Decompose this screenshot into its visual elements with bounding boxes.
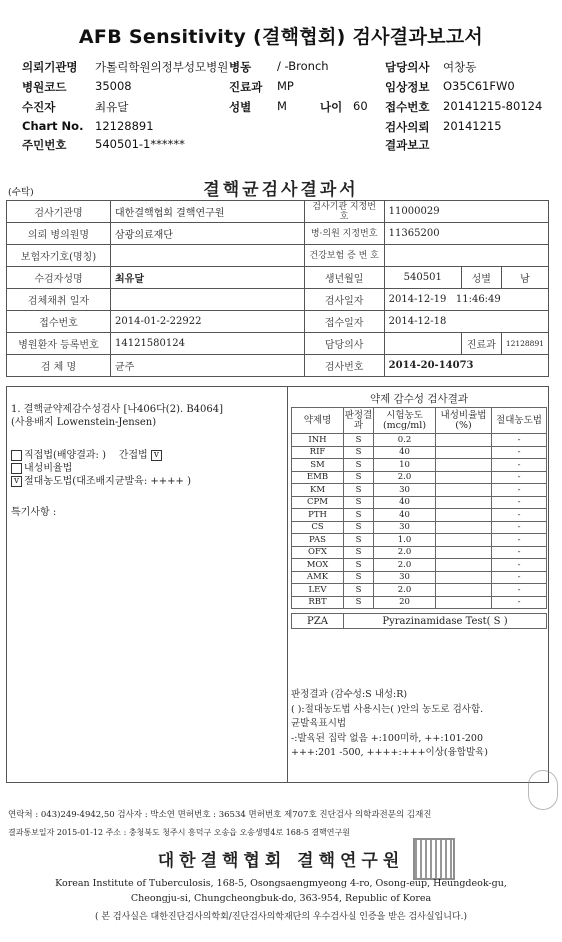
test-section [6,386,549,783]
table-row [292,614,547,629]
col-header: 내성비율법(%) [436,408,492,434]
table-row [292,496,547,509]
note-line: 균발육표시법 [291,718,347,729]
cell [384,289,548,311]
note-line: +++:201 -500, ++++:+++이상(융합발육) [291,747,489,758]
certification-stamp [528,770,558,810]
cell: - [492,559,547,572]
cell: 검사일자 [304,289,384,311]
institute-address-en: Korean Institute of Tuberculosis, 168-5, Osongsaengmyeong 4-ro, Osong-eup, Heungdeok-gu, [55,878,507,889]
drug-rows [292,434,547,609]
cell: 11365200 [384,223,548,245]
cell: 2.0 [374,559,436,572]
indirect-label: 간접법 [118,450,148,461]
table-row [292,446,547,459]
hdr-value: 12128891 [95,119,154,133]
cell [384,333,461,355]
hdr-label: 수진자 [22,100,56,114]
hdr-label: 나이 [320,100,343,114]
table-row [7,201,549,223]
cell [436,446,492,459]
table-row [292,534,547,547]
table-row [7,355,549,377]
info-table [6,200,549,377]
cell: MOX [292,559,344,572]
cell: S [344,521,374,534]
cell: - [492,459,547,472]
hdr-value: 35008 [95,79,132,93]
cell: OFX [292,546,344,559]
cell: Pyrazinamidase Test( S ) [344,614,547,629]
cell: AMK [292,571,344,584]
hdr-label: 진료과 [229,80,263,94]
cell: 10 [374,459,436,472]
suta-label: (수탁) [8,187,34,198]
cell: 검사기관명 [7,201,111,223]
direct-label: 직접법(배양결과: ) [24,450,106,461]
cell: PAS [292,534,344,547]
exam-date: 2014-12-19 [388,294,447,305]
cell: S [344,459,374,472]
col-header: 절대농도법 [492,408,547,434]
cell: EMB [292,471,344,484]
cell: - [492,546,547,559]
cell: 삼광의료재단 [111,223,305,245]
table-row [292,584,547,597]
hdr-value: 최유달 [95,100,129,114]
institute-address-en: Cheongju-si, Chungcheongbuk-do, 363-954, Republic of Korea [130,893,432,904]
cell [436,521,492,534]
hdr-value: O35C61FW0 [443,79,515,93]
cell: RBT [292,596,344,609]
special-notes: 특기사항 : [11,507,57,518]
ratio-label: 내성비율법 [24,463,73,474]
cell [436,534,492,547]
cell: S [344,596,374,609]
cell: 남 [501,267,548,289]
table-row [7,311,549,333]
cell: - [492,534,547,547]
cell: INH [292,434,344,447]
cell: - [492,496,547,509]
note-line: -:발육된 집락 없음 +:100미하, ++:101-200 [291,732,483,744]
cell: S [344,484,374,497]
cell: 20 [374,596,436,609]
cell: 병원환자 등록번호 [7,333,111,355]
cell: 검사번호 [304,355,384,377]
cell: 생년월일 [304,267,384,289]
hdr-label: 성별 [229,100,252,114]
cell: - [492,521,547,534]
cell [436,546,492,559]
table-row [7,289,549,311]
cell: - [492,434,547,447]
cell: S [344,496,374,509]
cell: 2.0 [374,471,436,484]
table-row [292,571,547,584]
footer-contact: 연락처 : 043)249-4942,50 검사자 : 박소연 면허번호 : 36534 면허번호 제707호 진단검사 의학과전문의 김재진 [8,810,432,820]
cell: 진료과 [461,333,501,355]
cell: 대한결핵협회 결핵연구원 [111,201,305,223]
cell: LEV [292,584,344,597]
exam-time: 11:46:49 [455,294,501,305]
cell: 0.2 [374,434,436,447]
checkbox-abs: v [11,476,22,487]
checkbox-direct [11,450,22,461]
col-header: 시험농도(mcg/ml) [374,408,436,434]
hdr-label: 임상정보 [385,80,430,94]
hdr-label: 주민번호 [22,138,67,152]
col-header: 판정결과 [344,408,374,434]
cell: 최유달 [111,267,305,289]
hdr-label: Chart No. [22,119,84,133]
hdr-value: 20141215 [443,119,502,133]
cell: KM [292,484,344,497]
cell: S [344,546,374,559]
cell: 40 [374,496,436,509]
checkbox-ratio [11,463,22,474]
cell: - [492,571,547,584]
cell: 균주 [111,355,305,377]
cell: 접수일자 [304,311,384,333]
cell: 40 [374,509,436,522]
table-header [292,408,547,434]
cell: 1.0 [374,534,436,547]
table-row [292,434,547,447]
drug-table [291,407,547,609]
hdr-value: MP [277,79,294,93]
cell: 의뢰 병의원명 [7,223,111,245]
checkbox-indirect: v [151,450,162,461]
cell: CS [292,521,344,534]
hdr-value: M [277,99,287,113]
cell: S [344,446,374,459]
method-line: 1. 결핵균약제감수성검사 [나406다(2). B4064] [11,404,224,415]
hdr-value: 540501-1****** [95,137,185,151]
method-line: (사용배지 Lowenstein-Jensen) [11,417,157,428]
table-row [292,546,547,559]
table-row [292,521,547,534]
cell: 540501 [384,267,461,289]
cell: RIF [292,446,344,459]
cell [436,559,492,572]
cell [436,596,492,609]
footer-address: 결과통보일자 2015-01-12 주소 : 충청북도 청주시 흥덕구 오송읍 오송생명4로 168-5 결핵연구원 [8,828,350,837]
cell [436,459,492,472]
table-row [7,245,549,267]
col-header: 약제명 [292,408,344,434]
cell: - [492,446,547,459]
cell: - [492,584,547,597]
cell: S [344,571,374,584]
cell: 접수번호 [7,311,111,333]
cell: 2.0 [374,584,436,597]
hdr-value: 20141215-80124 [443,99,543,113]
cell: 14121580124 [111,333,305,355]
report-title: AFB Sensitivity (결핵협회) 검사결과보고서 [78,26,484,48]
cell: 건강보험 증 번 호 [304,245,384,267]
cell: 30 [374,521,436,534]
hdr-value: / -Bronch [277,59,329,73]
note-line: 판정결과 (감수성:S 내성:R) [291,689,408,700]
cell: S [344,509,374,522]
table-row [292,596,547,609]
cell: PTH [292,509,344,522]
cell: 30 [374,571,436,584]
cell: 검체채취 일자 [7,289,111,311]
cell [436,571,492,584]
hdr-label: 병동 [229,60,252,74]
institute-name: 대한결핵협회 결핵연구원 [157,851,405,871]
method-section [11,403,281,519]
cell [436,584,492,597]
cell: 병·의원 지정번호 [304,223,384,245]
certification-note: ( 본 검사실은 대한진단검사의학회/진단검사의학재단의 우수검사실 인증을 받은 검사실입니다.) [94,912,467,922]
cell: 40 [374,446,436,459]
hdr-value: 60 [353,99,368,113]
susceptibility-section [291,391,547,629]
cell: 수검자성명 [7,267,111,289]
hdr-label: 담당의사 [385,60,430,74]
note-line: ( ):절대농도법 사용시는( )안의 농도로 검사함. [291,703,484,715]
doc-title: 결핵균검사결과서 [203,180,359,200]
hdr-label: 검사의뢰 [385,120,430,134]
institute-seal [413,838,455,880]
cell: 검 체 명 [7,355,111,377]
cell: 담당의사 [304,333,384,355]
table-row [7,267,549,289]
cell: S [344,434,374,447]
cell: S [344,559,374,572]
cell [111,289,305,311]
cell: 2014-12-18 [384,311,548,333]
scanned-result-document [0,172,562,942]
cell: PZA [292,614,344,629]
table-row [292,509,547,522]
cell: - [492,471,547,484]
table-row [7,333,549,355]
cell: - [492,484,547,497]
abs-label: 절대농도법(대조배지균발육: ++++ ) [24,476,191,487]
cell: 2.0 [374,546,436,559]
cell: 12128891 [501,333,548,355]
table-row [7,223,549,245]
pza-table [291,613,547,629]
table-row [292,559,547,572]
hdr-label: 접수번호 [385,100,430,114]
hdr-label: 의뢰기관명 [22,60,78,74]
hdr-value: 여창동 [443,60,477,74]
cell: 11000029 [384,201,548,223]
cell: 30 [374,484,436,497]
cell: 검사기관 지정번호 [304,201,384,223]
table-row [292,471,547,484]
cell: S [344,534,374,547]
cell: SM [292,459,344,472]
hdr-label: 결과보고 [385,138,430,152]
hdr-value: 가톨릭학원의정부성모병원 [95,60,229,74]
cell [436,471,492,484]
cell [436,509,492,522]
cell [436,484,492,497]
cell: - [492,509,547,522]
cell: S [344,471,374,484]
cell: 보험자기호(명칭) [7,245,111,267]
cell: - [492,596,547,609]
cell: 2014-01-2-22922 [111,311,305,333]
cell: CPM [292,496,344,509]
judgement-notes [291,688,547,761]
cell [111,245,305,267]
susceptibility-title: 약제 감수성 검사결과 [370,393,468,405]
cell [436,496,492,509]
cell: S [344,584,374,597]
cell [436,434,492,447]
hdr-label: 병원코드 [22,80,67,94]
table-row [292,484,547,497]
cell: 2014-20-14073 [384,355,548,377]
cell [384,245,548,267]
cell: 성별 [461,267,501,289]
table-row [292,459,547,472]
